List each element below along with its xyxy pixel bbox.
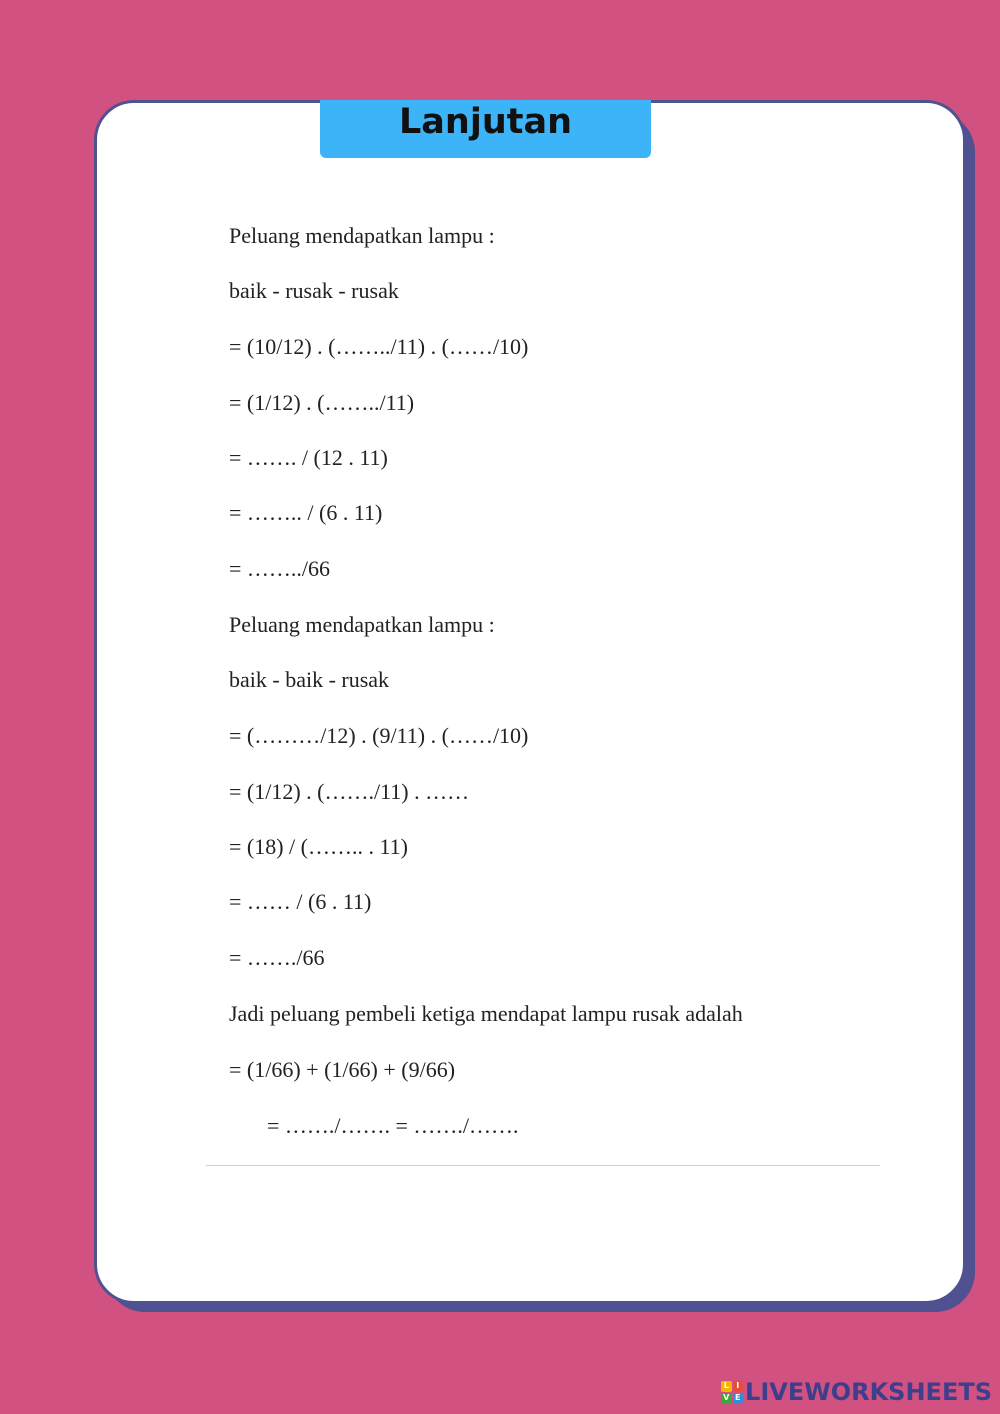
section1-step-5: = ……../66 <box>229 556 331 581</box>
section2-step-5: = ……./66 <box>229 945 325 970</box>
brand-name: LIVEWORKSHEETS <box>745 1378 992 1406</box>
section1-sequence: baik - rusak - rusak <box>229 278 399 303</box>
liveworksheets-logo-icon <box>721 1381 743 1403</box>
conclusion-text: Jadi peluang pembeli ketiga mendapat lampu rusak adalah <box>229 1001 743 1026</box>
section1-step-1: = (10/12) . (……../11) . (……/10) <box>229 334 529 359</box>
section2-step-2: = (1/12) . (……./11) . …… <box>229 779 470 804</box>
section2-step-3: = (18) / (…….. . 11) <box>229 834 409 859</box>
section1-step-4: = …….. / (6 . 11) <box>229 500 383 525</box>
worksheet-card <box>94 100 966 1304</box>
section2-heading: Peluang mendapatkan lampu : <box>229 612 495 637</box>
section2-sequence: baik - baik - rusak <box>229 667 390 692</box>
logo-tile-e: E <box>733 1393 744 1404</box>
section2-step-4: = …… / (6 . 11) <box>229 889 372 914</box>
logo-tile-v: V <box>721 1393 732 1404</box>
conclusion-sum: = (1/66) + (1/66) + (9/66) <box>229 1057 456 1082</box>
divider-line <box>206 1165 880 1166</box>
section2-step-1: = (………/12) . (9/11) . (……/10) <box>229 723 529 748</box>
logo-tile-l: L <box>721 1381 732 1392</box>
section1-heading: Peluang mendapatkan lampu : <box>229 223 495 248</box>
conclusion-answer: = ……./……. = ……./……. <box>267 1113 519 1138</box>
section1-step-3: = ……. / (12 . 11) <box>229 445 388 470</box>
page-title: Lanjutan <box>398 102 573 142</box>
liveworksheets-watermark <box>721 1378 992 1406</box>
title-banner <box>320 100 651 158</box>
logo-tile-i: I <box>733 1381 744 1392</box>
section1-step-2: = (1/12) . (……../11) <box>229 390 415 415</box>
